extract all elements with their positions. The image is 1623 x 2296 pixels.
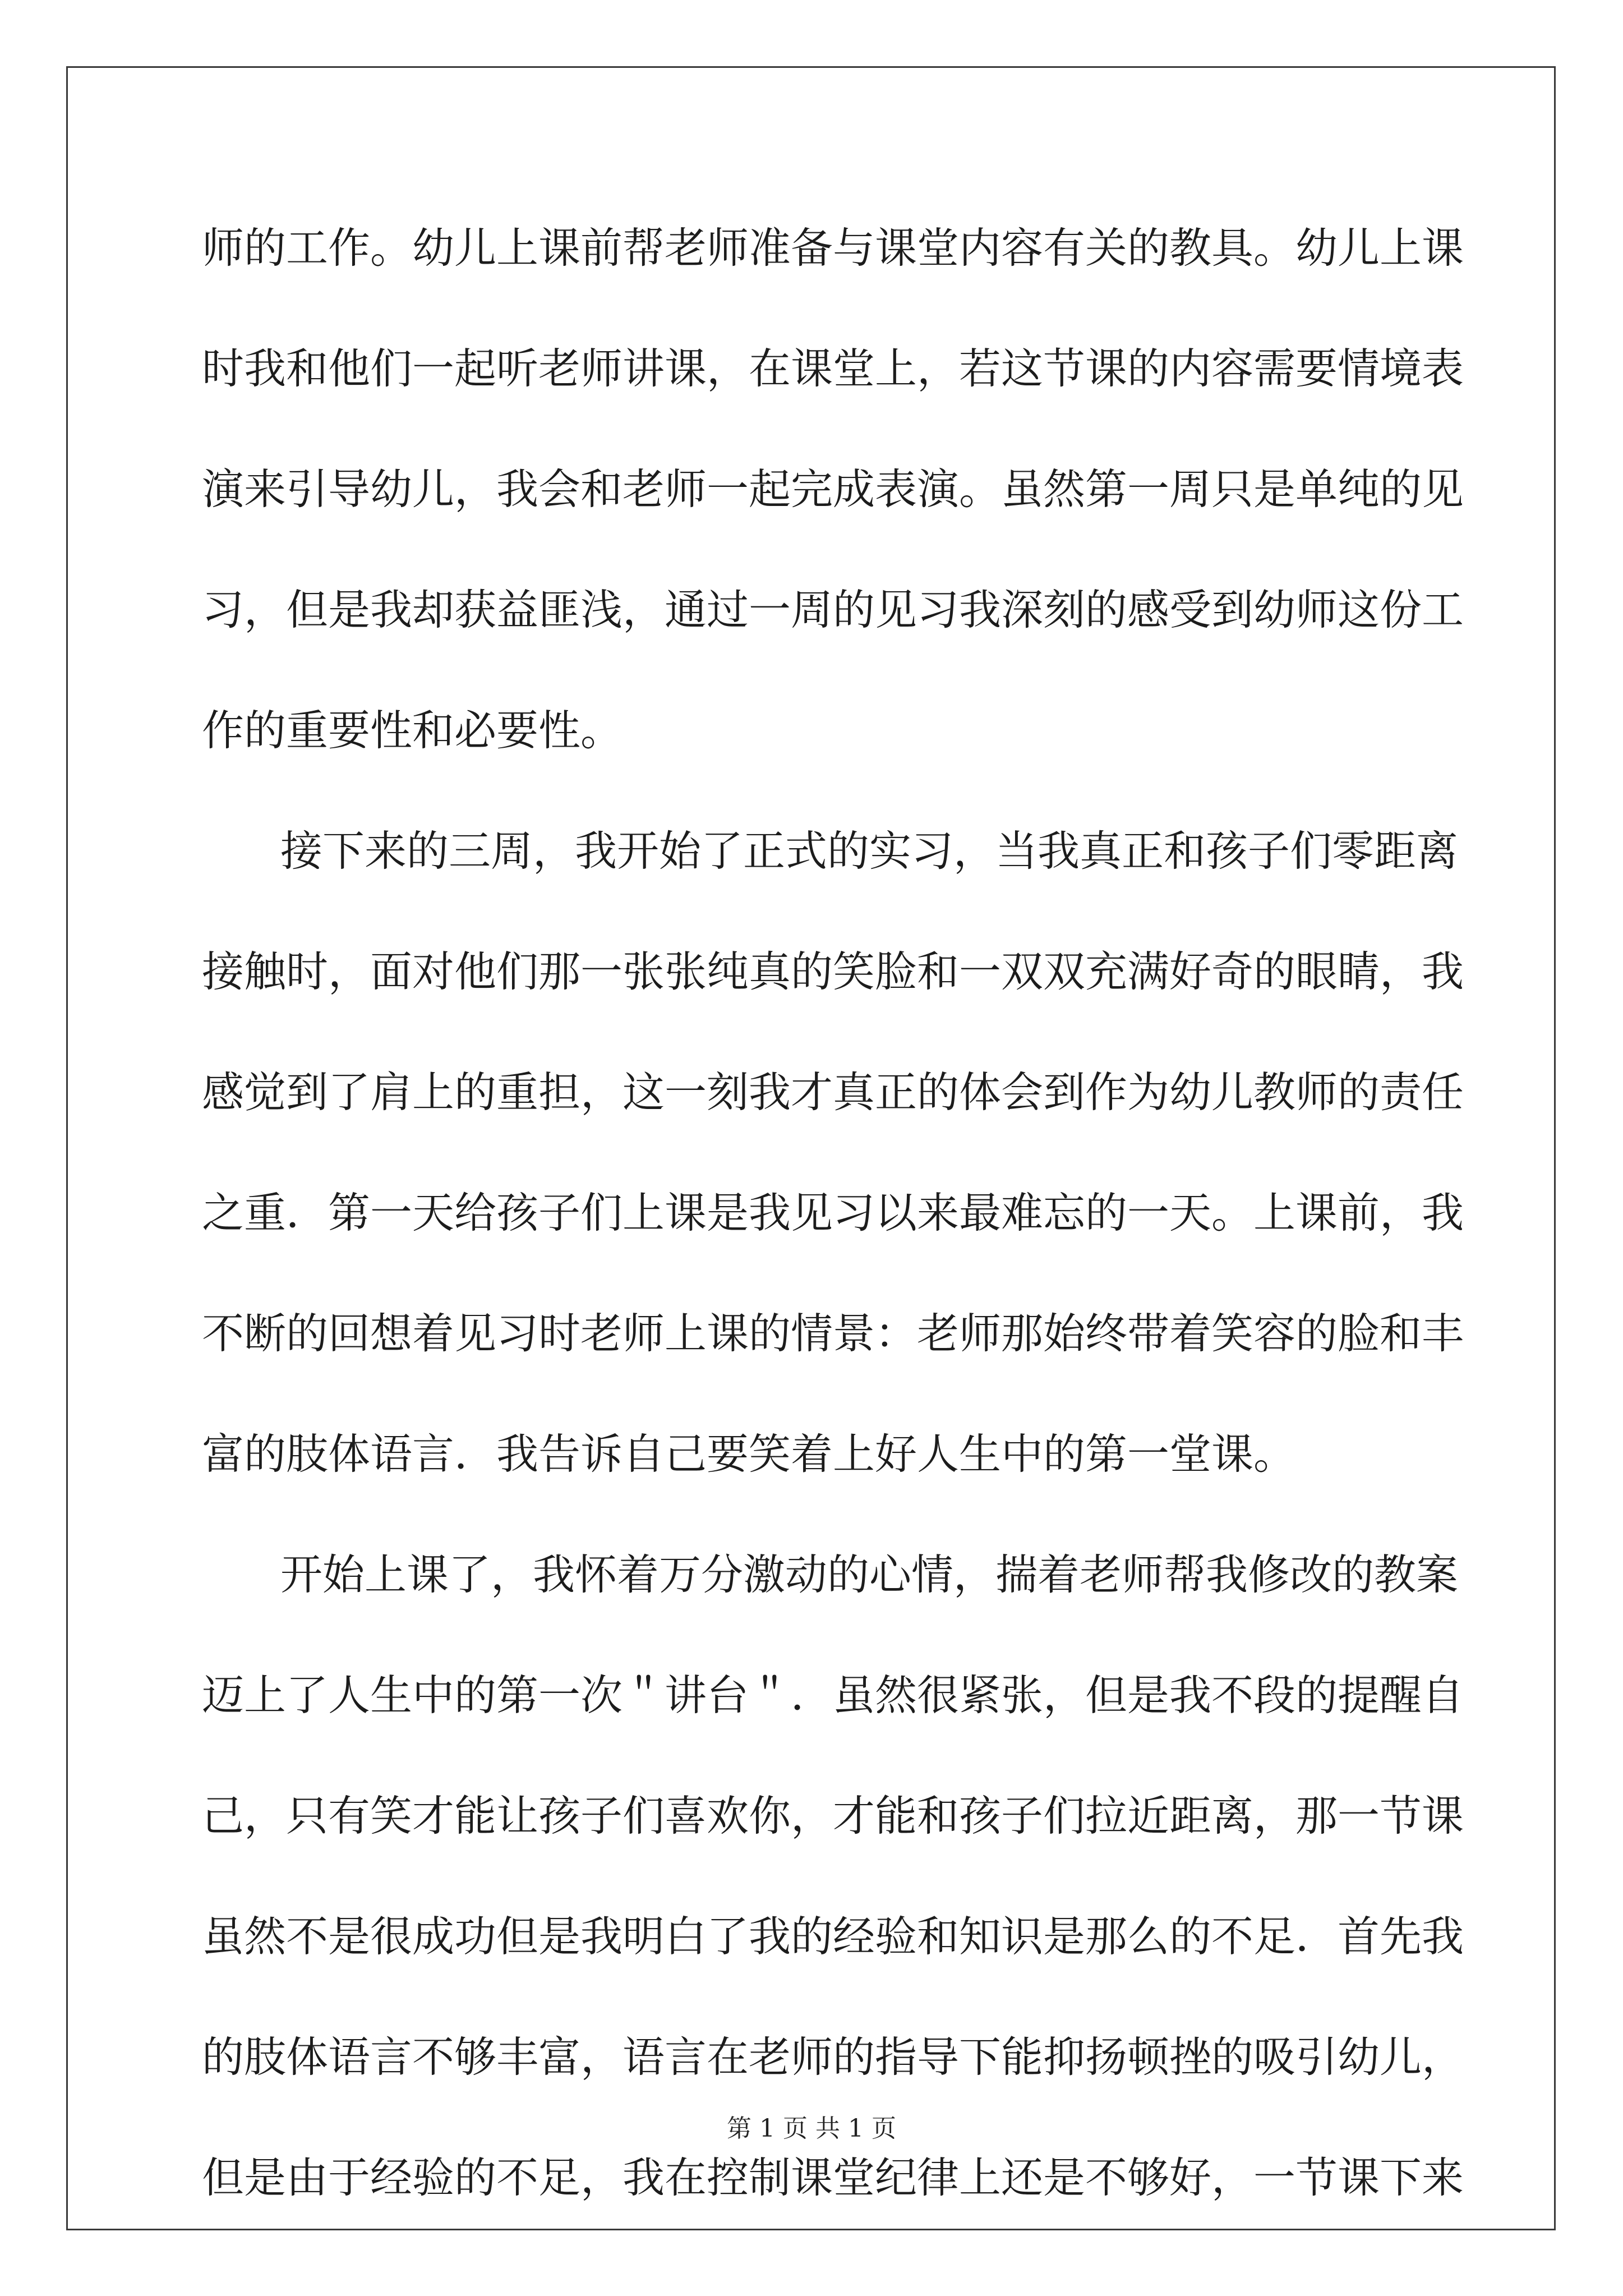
text-line: 习，但是我却获益匪浅，通过一周的见习我深刻的感受到幼师这份工	[202, 585, 1464, 634]
text-line: 的肢体语言不够丰富，语言在老师的指导下能抑扬顿挫的吸引幼儿，	[202, 2032, 1464, 2082]
text-line: 时我和他们一起听老师讲课，在课堂上，若这节课的内容需要情境表	[202, 344, 1464, 393]
text-line: 作的重要性和必要性。	[202, 706, 623, 755]
text-line: 富的肢体语言．我告诉自己要笑着上好人生中的第一堂课。	[202, 1429, 1296, 1479]
text-line: 师的工作。幼儿上课前帮老师准备与课堂内容有关的教具。幼儿上课	[202, 223, 1464, 273]
paragraph-first-line: 开始上课了，我怀着万分激动的心情，揣着老师帮我修改的教案	[280, 1550, 1459, 1599]
text-line: 不断的回想着见习时老师上课的情景：老师那始终带着笑容的脸和丰	[202, 1309, 1464, 1358]
text-line: 演来引导幼儿，我会和老师一起完成表演。虽然第一周只是单纯的见	[202, 464, 1464, 514]
text-line: 迈上了人生中的第一次＂讲台＂．虽然很紧张，但是我不段的提醒自	[202, 1671, 1464, 1720]
page-number-footer: 第 1 页 共 1 页	[727, 2114, 896, 2143]
text-line: 接触时，面对他们那一张张纯真的笑脸和一双双充满好奇的眼睛，我	[202, 947, 1464, 996]
text-line: 但是由于经验的不足，我在控制课堂纪律上还是不够好，一节课下来	[202, 2153, 1464, 2202]
text-line: 己，只有笑才能让孩子们喜欢你，才能和孩子们拉近距离，那一节课	[202, 1791, 1464, 1841]
text-line: 虽然不是很成功但是我明白了我的经验和知识是那么的不足．首先我	[202, 1912, 1464, 1961]
text-line: 感觉到了肩上的重担，这一刻我才真正的体会到作为幼儿教师的责任	[202, 1068, 1464, 1117]
text-line: 之重．第一天给孩子们上课是我见习以来最难忘的一天。上课前，我	[202, 1188, 1464, 1237]
paragraph-first-line: 接下来的三周，我开始了正式的实习，当我真正和孩子们零距离	[280, 826, 1459, 876]
